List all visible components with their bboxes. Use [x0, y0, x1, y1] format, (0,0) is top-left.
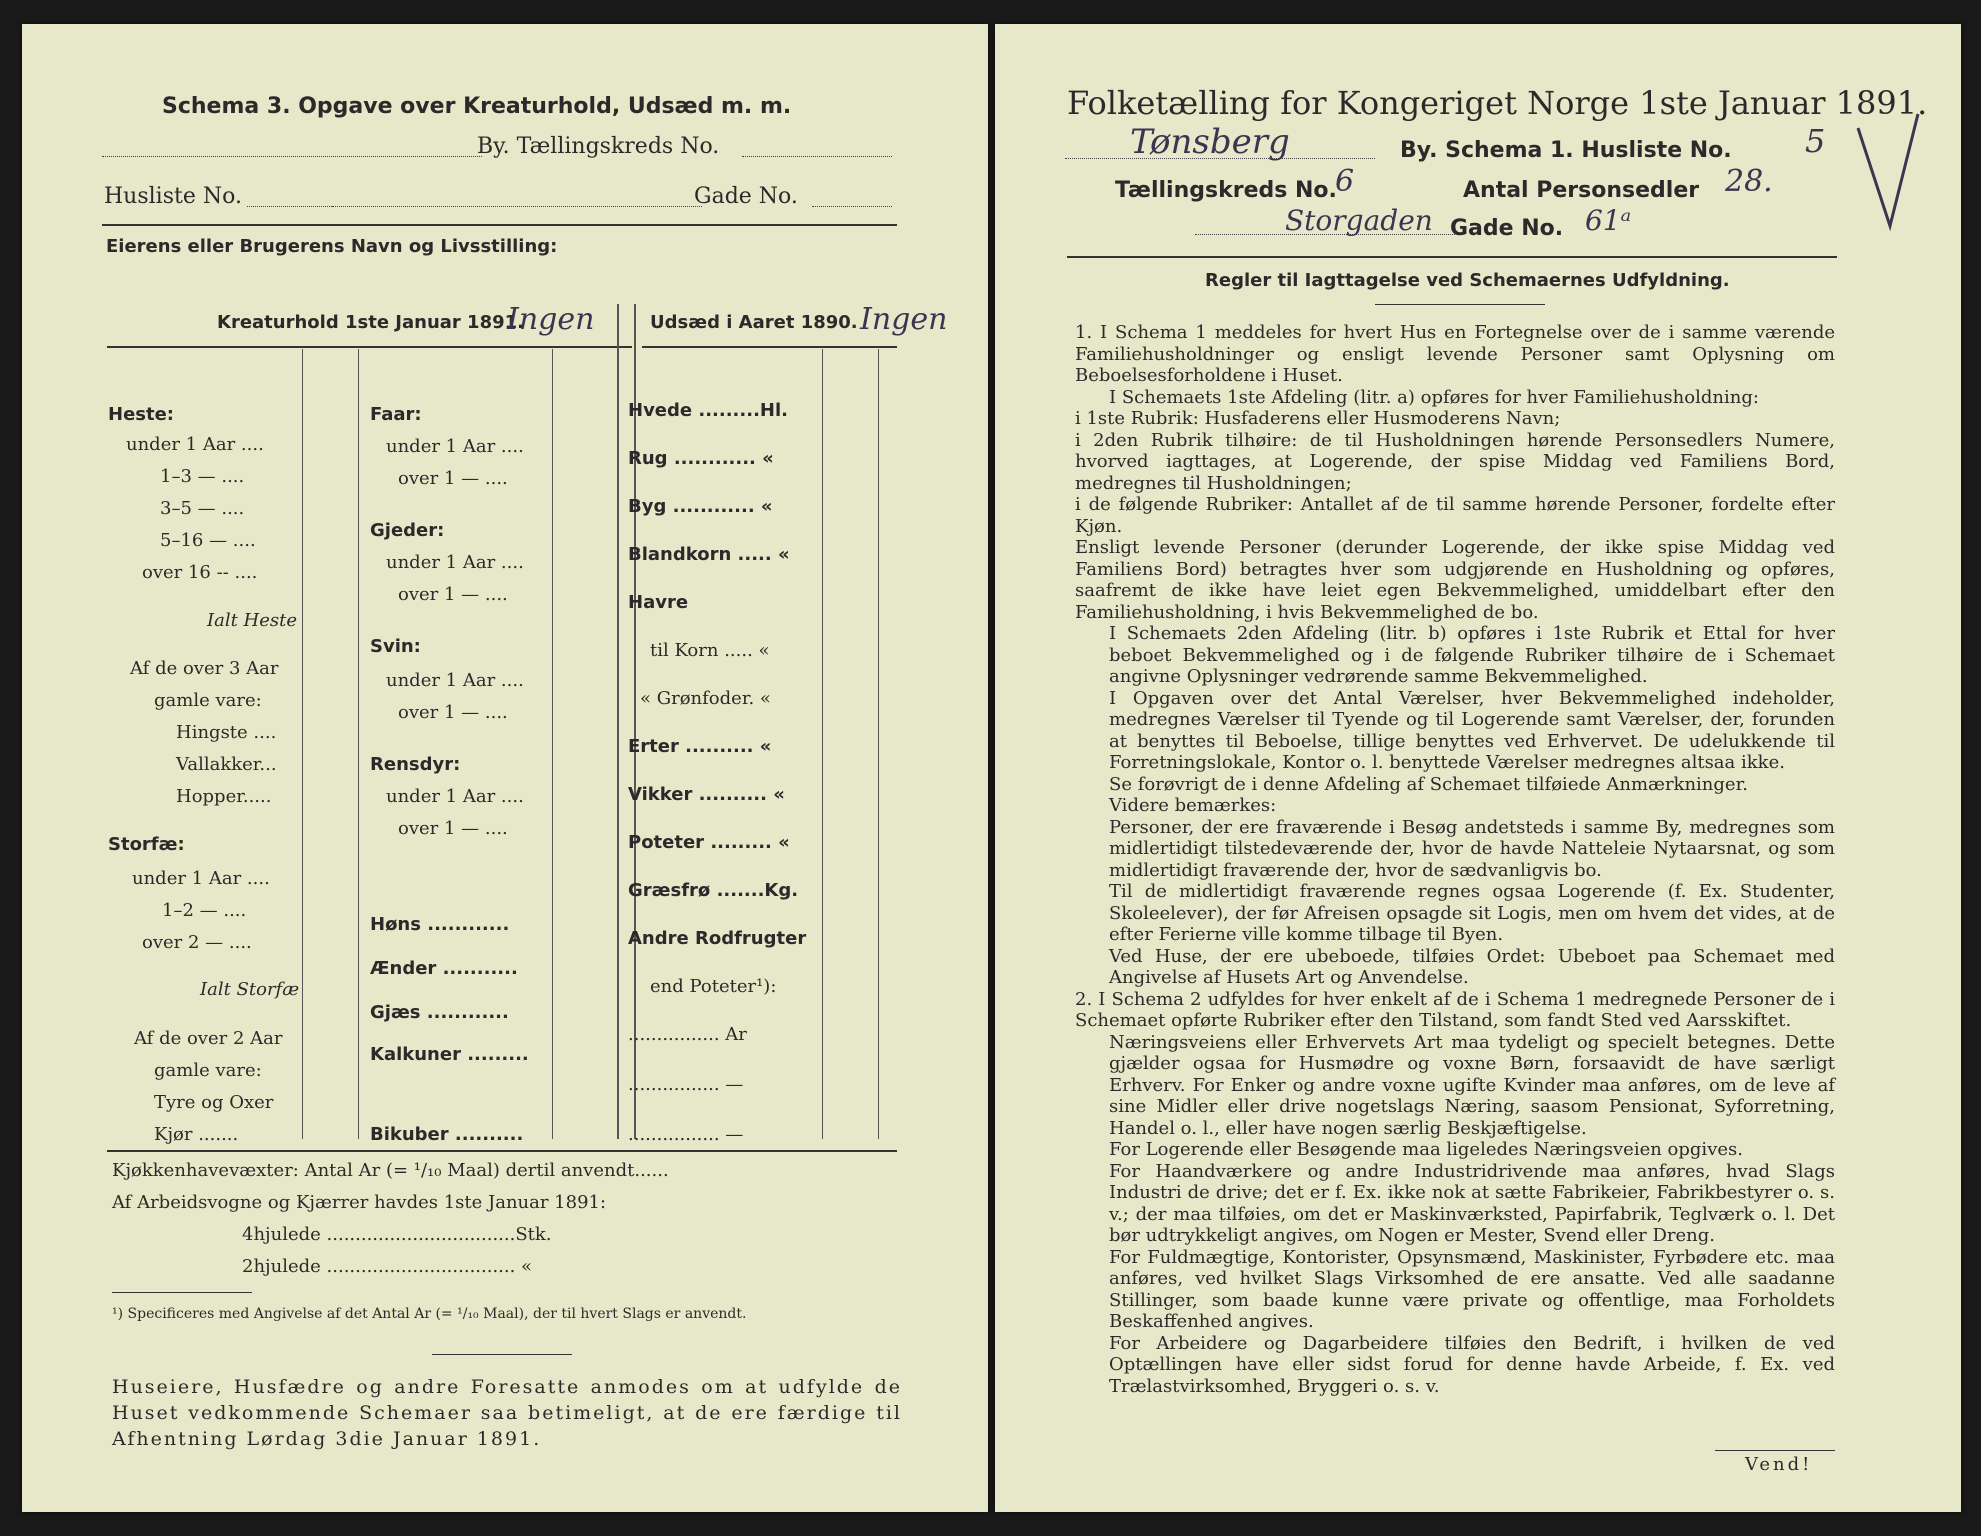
gade-handwriting: Storgaden — [1285, 204, 1433, 237]
aender-label: Ænder ........... — [370, 958, 518, 979]
col1-row: under 1 Aar .... — [132, 868, 270, 889]
col1-row: Hopper..... — [176, 786, 272, 807]
rules-text — [1075, 322, 1835, 1397]
col3-row: Vikker .......... « — [628, 784, 785, 805]
antal-handwriting: 28. — [1725, 164, 1773, 199]
rule — [1067, 256, 1837, 258]
col3-row: Rug ............ « — [628, 448, 774, 469]
gade-label: Gade No. — [694, 184, 798, 209]
rule-paragraph: Til de midlertidigt fraværende regnes ogsaa Logerende (f. Ex. Studenter, Skoleelever), der før Afreisen opsagde sit Logis, men om hvem det vides, at de efter Ferierne ville komme tilbage til Byen. — [1109, 881, 1835, 945]
eier-label: Eierens eller Brugerens Navn og Livsstilling: — [106, 236, 558, 257]
svin-label: Svin: — [370, 636, 421, 657]
ialt-storfae: Ialt Storfæ — [200, 979, 300, 1000]
col1-row: over 2 — .... — [142, 932, 252, 953]
rule-paragraph: 2. I Schema 2 udfyldes for hver enkelt af de i Schema 1 medregnede Personer de i Schemaet opførte Rubriker efter den Tilstand, som fandt Sted ved Aarsskiftet. — [1075, 988, 1835, 1031]
col1-row: under 1 Aar .... — [126, 434, 264, 455]
kreds-handwriting: 6 — [1335, 164, 1355, 199]
col2-row: over 1 — .... — [398, 818, 508, 839]
rule — [1375, 304, 1545, 305]
by-handwriting: Tønsberg — [1130, 122, 1290, 162]
rule-paragraph: For Logerende eller Besøgende maa ligeledes Næringsveien opgives. — [1109, 1139, 1743, 1160]
storfae-label: Storfæ: — [108, 834, 185, 855]
divider — [617, 304, 619, 1139]
ialt-heste: Ialt Heste — [207, 610, 298, 631]
col3-row: Havre — [628, 592, 689, 613]
gade-dotline — [332, 206, 702, 207]
arbeid-line: Af Arbeidsvogne og Kjærrer havdes 1ste Januar 1891: — [112, 1192, 607, 1213]
by-label: By. Tællingskreds No. — [477, 134, 720, 159]
rule-paragraph: i de følgende Rubriker: Antallet af de til samme hørende Personer, fordelte efter Kjøn. — [1075, 494, 1835, 537]
rule-paragraph: i 1ste Rubrik: Husfaderens eller Husmoderens Navn; — [1075, 408, 1561, 429]
col1-row: 5–16 — .... — [160, 530, 256, 551]
col1-row: gamle vare: — [154, 690, 262, 711]
col3-row: Poteter ......... « — [628, 832, 790, 853]
col2-row: under 1 Aar .... — [386, 670, 524, 691]
col-line — [358, 349, 359, 1139]
col2-row: under 1 Aar .... — [386, 552, 524, 573]
bikuber-label: Bikuber .......... — [370, 1124, 524, 1145]
rule-paragraph: I Opgaven over det Antal Værelser, hver Bekvemmelighed indeholder, medregnes Værelser til Tyende og til Logerende samt Værelser, der, forunden at benyttes til Beboelse, tillige benyttes ved Erhvervet. De udelukkende til Forretningslokale, Kontor o. l. benyttede Værelser medregnes altsaa ikke. — [1109, 687, 1835, 773]
col3-row: Byg ............ « — [628, 496, 773, 517]
by-dotline — [102, 156, 482, 157]
hons-label: Høns ............ — [370, 914, 510, 935]
col1-row: Kjør ....... — [154, 1124, 239, 1145]
col-line — [302, 349, 303, 1139]
rule — [107, 1150, 897, 1152]
rule-paragraph: Videre bemærkes: — [1109, 795, 1277, 816]
col-line — [822, 349, 823, 1139]
col3-row: ................ — — [628, 1124, 744, 1145]
col3-row: Erter .......... « — [628, 736, 772, 757]
husliste-handwriting: 5 — [1805, 122, 1826, 160]
heste-label: Heste: — [108, 404, 174, 425]
col1-row: Af de over 2 Aar — [134, 1028, 283, 1049]
census-title: Folketælling for Kongeriget Norge 1ste Januar 1891. — [1067, 84, 1928, 122]
col2-row: under 1 Aar .... — [386, 436, 524, 457]
gjeder-label: Gjeder: — [370, 520, 445, 541]
rule-paragraph: I Schemaets 1ste Afdeling (litr. a) opføres for hver Familiehusholdning: — [1109, 386, 1759, 408]
rule-paragraph: Ensligt levende Personer (derunder Logerende, der ikke spise Middag ved Familiens Bord) betragtes hver som udgjørende en Husholdning og opføres, saafremt de ikke have leiet egen Bekvemmelighed, umiddelbart efter den Familiehusholdning, i hvis Bekvemmelighed de bo. — [1075, 537, 1835, 623]
rule — [1715, 1450, 1835, 1451]
left-page — [22, 24, 988, 1512]
col3-row: Hvede .........Hl. — [628, 400, 788, 421]
by-schema1-label: By. Schema 1. Husliste No. — [1400, 138, 1732, 163]
col1-row: gamle vare: — [154, 1060, 262, 1081]
col1-row: Tyre og Oxer — [154, 1092, 274, 1113]
col-line — [878, 349, 879, 1139]
rule — [642, 346, 897, 348]
rule-paragraph: Næringsveiens eller Erhvervets Art maa tydeligt og specielt betegnes. Dette gjælder ogsaa for Husmødre og voxne Børn, forsaavidt de have særligt Erhverv. For Enker og andre voxne ugifte Kvinder maa anføres, om de leve af sine Midler eller drive nogetslags Næring, saasom Pensionat, Syforretning, Handel o. l., eller have nogen særlig Beskjæftigelse. — [1109, 1031, 1835, 1139]
col2-row: over 1 — .... — [398, 584, 508, 605]
husliste-label: Husliste No. — [104, 184, 242, 209]
col1-row: 3–5 — .... — [160, 498, 245, 519]
udsaed-handwriting: Ingen — [860, 302, 948, 337]
rule — [112, 1292, 252, 1293]
col3-row: ................ Ar — [628, 1024, 747, 1045]
col2-row: under 1 Aar .... — [386, 786, 524, 807]
gjaes-label: Gjæs ............ — [370, 1002, 509, 1023]
kalkuner-label: Kalkuner ......... — [370, 1044, 529, 1065]
kjokken-line: Kjøkkenhavevæxter: Antal Ar (= ¹/₁₀ Maal) dertil anvendt...... — [112, 1160, 669, 1181]
col2-row: over 1 — .... — [398, 702, 508, 723]
rule-paragraph: I Schemaets 2den Afdeling (litr. b) opføres i 1ste Rubrik et Ettal for hver beboet Bekvemmelighed og i de følgende Rubriker tilhøire de i Schemaet angivne Oplysninger vedrørende samme Bekvemmelighed. — [1109, 623, 1835, 687]
rule — [102, 224, 897, 226]
rule — [107, 346, 632, 348]
col3-row: Blandkorn ..... « — [628, 544, 790, 565]
rule — [432, 1354, 572, 1355]
gade-label: Gade No. — [1450, 216, 1564, 241]
col1-row: 1–2 — .... — [162, 900, 247, 921]
rensdyr-label: Rensdyr: — [370, 754, 461, 775]
vend-label: Vend! — [1745, 1454, 1813, 1475]
rule-paragraph: Se forøvrigt de i denne Afdeling af Schemaet tilføiede Anmærkninger. — [1109, 773, 1748, 795]
divider — [634, 304, 636, 1139]
col3-row: « Grønfoder. « — [640, 688, 771, 709]
antal-label: Antal Personsedler — [1463, 178, 1700, 203]
kreatur-handwriting: Ingen — [507, 302, 595, 337]
check-mark — [1850, 108, 1930, 248]
col1-row: Hingste .... — [176, 722, 277, 743]
right-page — [995, 24, 1961, 1512]
faar-label: Faar: — [370, 404, 422, 425]
kreatur-header: Kreaturhold 1ste Januar 1891. — [217, 312, 524, 333]
rule-paragraph: For Fuldmægtige, Kontorister, Opsynsmænd, Maskinister, Fyrbødere etc. maa anføres, ved hvilket Slags Virksomhed de ere ansatte. Ved alle saadanne Stillinger, som baade kunne være private og offentlige, maa Forholdets Beskaffenhed angives. — [1109, 1246, 1835, 1332]
footnote: ¹) Specificeres med Angivelse af det Antal Ar (= ¹/₁₀ Maal), der til hvert Slags er anvendt. — [112, 1306, 747, 1322]
rule-paragraph: i 2den Rubrik tilhøire: de til Husholdningen hørende Personsedlers Numere, hvorved iagttages, at Logerende, der spise Middag ved Familiens Bord, medregnes til Husholdningen; — [1075, 429, 1835, 494]
rule-paragraph: For Haandværkere og andre Industridrivende maa anføres, hvad Slags Industri de drive; det er f. Ex. ikke nok at sætte Fabrikeier, Fabrikbestyrer o. s. v.; der maa tilføies, om det er Maskinværksted, Papirfabrik, Teglværk o. l. Det bør udtrykkeligt angives, om Nogen er Mester, Svend eller Dreng. — [1109, 1160, 1835, 1246]
col1-row: 1–3 — .... — [160, 466, 245, 487]
schema3-title: Schema 3. Opgave over Kreaturhold, Udsæd m. m. — [162, 94, 792, 119]
kreds-dotline — [742, 156, 892, 157]
col2-row: over 1 — .... — [398, 468, 508, 489]
rule-paragraph: Ved Huse, der ere ubeboede, tilføies Ordet: Ubeboet paa Schemaet med Angivelse af Husets Art og Anvendelse. — [1109, 945, 1835, 988]
fire-hjul: 4hjulede .................................Stk. — [242, 1224, 552, 1245]
col1-row: Vallakker... — [176, 754, 277, 775]
rule-paragraph: Personer, der ere fraværende i Besøg andetsteds i samme By, medregnes som midlertidigt tilstedeværende der, hvor de havde Natteleie Nytaarsnat, og som midlertidigt fraværende der, hvor de sædvanligvis bo. — [1109, 816, 1835, 881]
col3-row: ................ — — [628, 1074, 744, 1095]
gade-no-handwriting: 61ᵃ — [1585, 204, 1632, 237]
col1-row: over 16 -- .... — [142, 562, 258, 583]
col1-row: Af de over 3 Aar — [130, 658, 279, 679]
col3-row: til Korn ..... « — [650, 640, 770, 661]
col3-row: end Poteter¹): — [650, 976, 777, 997]
col-line — [552, 349, 553, 1139]
col3-row: Andre Rodfrugter — [628, 928, 807, 949]
col3-row: Græsfrø .......Kg. — [628, 880, 799, 901]
husliste-dotline — [247, 206, 332, 207]
udsaed-header: Udsæd i Aaret 1890. — [650, 312, 858, 333]
gade-no-dotline — [812, 206, 892, 207]
rule-paragraph: 1. I Schema 1 meddeles for hvert Hus en Fortegnelse over de i samme værende Familiehusholdninger og ensligt levende Personer samt Oplysning om Beboelsesforholdene i Huset. — [1075, 322, 1835, 386]
closing-note: Huseiere, Husfædre og andre Foresatte anmodes om at udfylde de Huset vedkommende Schemaer saa betimeligt, at de ere færdige til Afhentning Lørdag 3die Januar 1891. — [112, 1376, 902, 1450]
kreds-label: Tællingskreds No. — [1115, 178, 1337, 203]
to-hjul: 2hjulede ................................. « — [242, 1256, 533, 1277]
regler-title: Regler til Iagttagelse ved Schemaernes Udfyldning. — [1205, 270, 1730, 291]
rule-paragraph: For Arbeidere og Dagarbeidere tilføies den Bedrift, i hvilken de ved Optællingen have eller sidst forud for denne havde Arbeide, f. Ex. ved Trælastvirksomhed, Bryggeri o. s. v. — [1109, 1332, 1835, 1397]
